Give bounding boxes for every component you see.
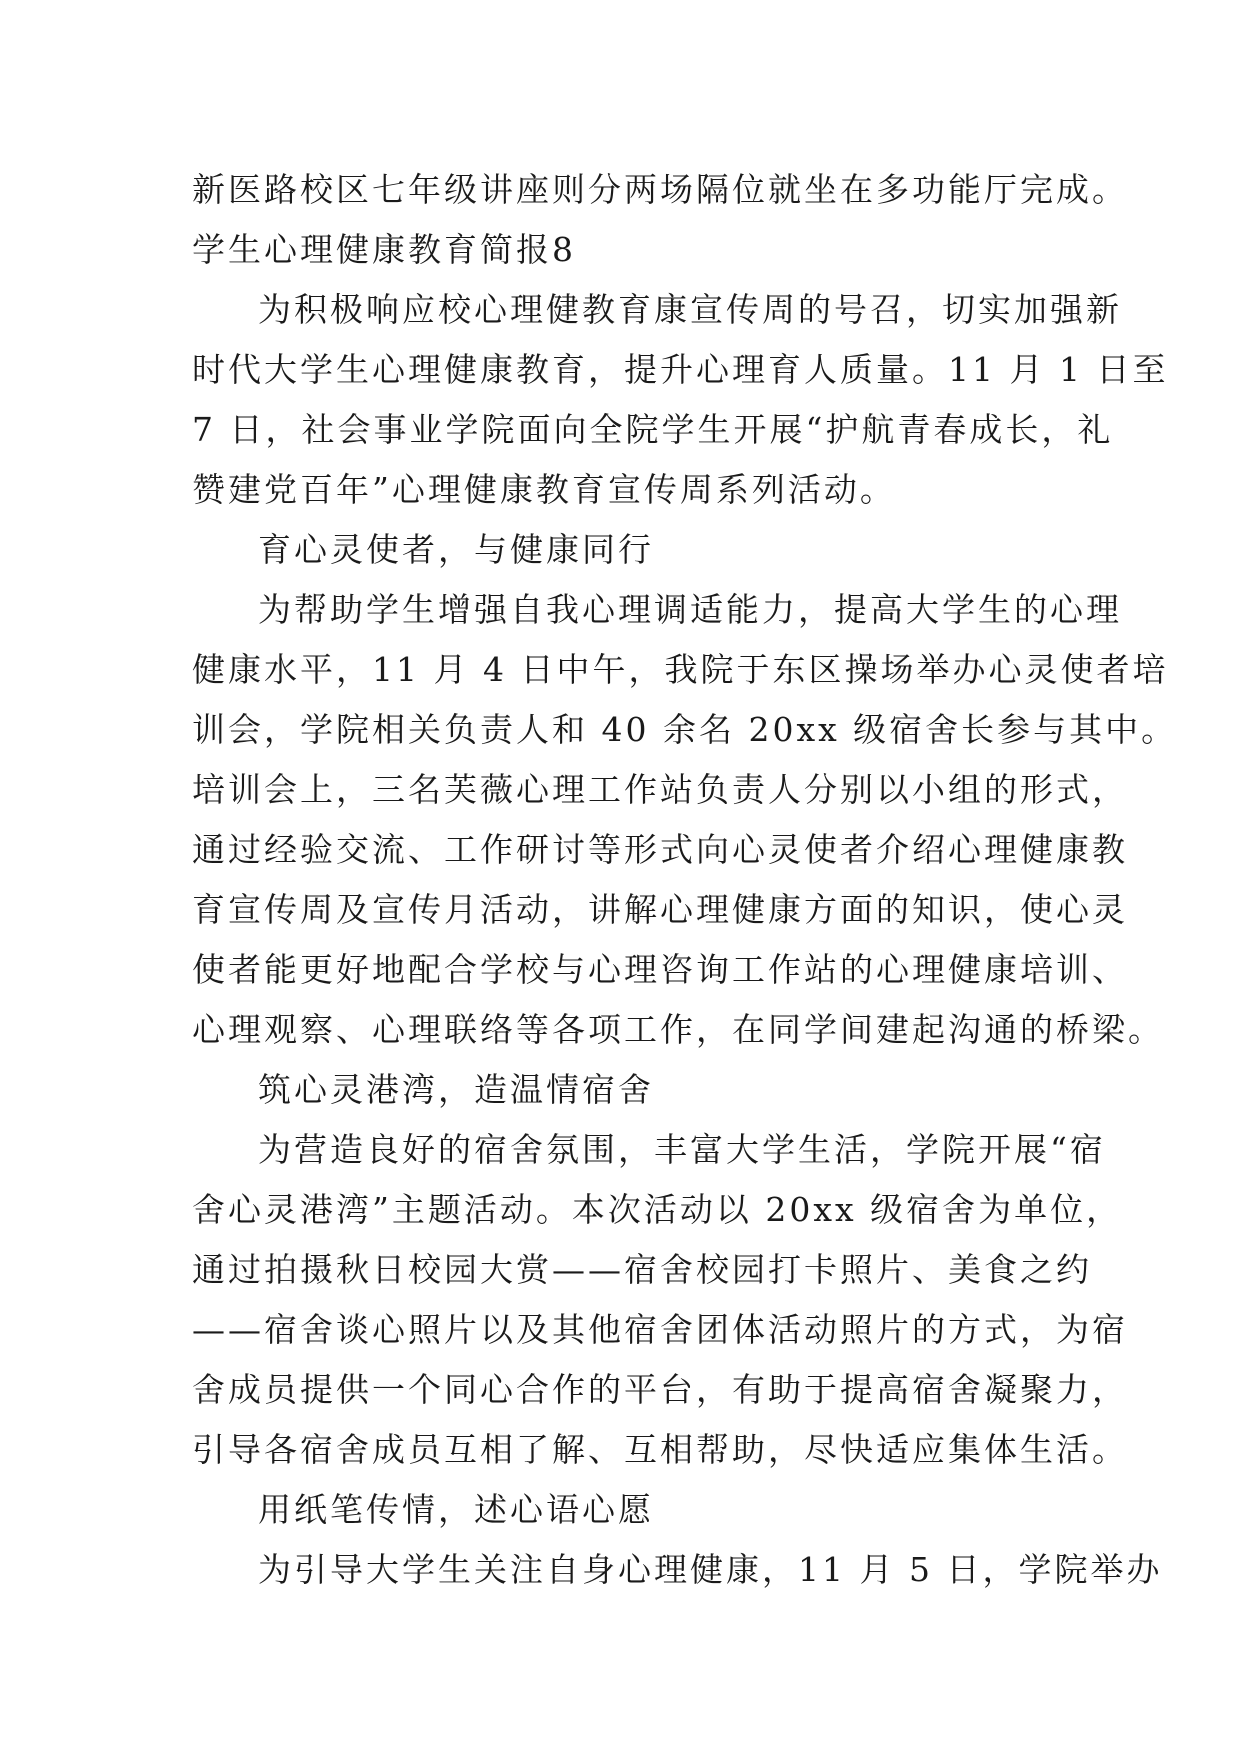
text-line: 为帮助学生增强自我心理调适能力，提高大学生的心理 [258,590,1122,629]
text-line: ——宿舍谈心照片以及其他宿舍团体活动照片的方式，为宿 [192,1310,1128,1349]
text-line: 使者能更好地配合学校与心理咨询工作站的心理健康培训、 [192,950,1128,989]
text-line: 时代大学生心理健康教育，提升心理育人质量。11 月 1 日至 [192,350,1169,389]
text-line: 为引导大学生关注自身心理健康，11 月 5 日，学院举办 [258,1550,1163,1589]
section-heading: 用纸笔传情，述心语心愿 [258,1490,654,1529]
section-heading: 筑心灵港湾，造温情宿舍 [258,1070,654,1109]
section-heading: 育心灵使者，与健康同行 [258,530,654,569]
report-title: 学生心理健康教育简报8 [192,230,576,269]
text-line: 舍成员提供一个同心合作的平台，有助于提高宿舍凝聚力， [192,1370,1128,1409]
text-line: 为营造良好的宿舍氛围，丰富大学生活，学院开展“宿 [258,1130,1106,1169]
text-line: 心理观察、心理联络等各项工作，在同学间建起沟通的桥梁。 [192,1010,1164,1049]
text-line: 新医路校区七年级讲座则分两场隔位就坐在多功能厅完成。 [192,170,1128,209]
text-line: 舍心灵港湾”主题活动。本次活动以 20xx 级宿舍为单位， [192,1190,1123,1229]
text-line: 培训会上，三名芙薇心理工作站负责人分别以小组的形式， [192,770,1128,809]
text-line: 赞建党百年”心理健康教育宣传周系列活动。 [192,470,896,509]
text-line: 通过经验交流、工作研讨等形式向心灵使者介绍心理健康教 [192,830,1128,869]
text-line: 为积极响应校心理健教育康宣传周的号召，切实加强新 [258,290,1122,329]
text-line: 7 日，社会事业学院面向全院学生开展“护航青春成长，礼 [192,410,1114,449]
text-line: 训会，学院相关负责人和 40 余名 20xx 级宿舍长参与其中。 [192,710,1178,749]
text-line: 通过拍摄秋日校园大赏——宿舍校园打卡照片、美食之约 [192,1250,1092,1289]
text-line: 健康水平，11 月 4 日中午，我院于东区操场举办心灵使者培 [192,650,1169,689]
document-body [192,160,1178,1600]
text-line: 育宣传周及宣传月活动，讲解心理健康方面的知识，使心灵 [192,890,1128,929]
text-line: 引导各宿舍成员互相了解、互相帮助，尽快适应集体生活。 [192,1430,1128,1469]
